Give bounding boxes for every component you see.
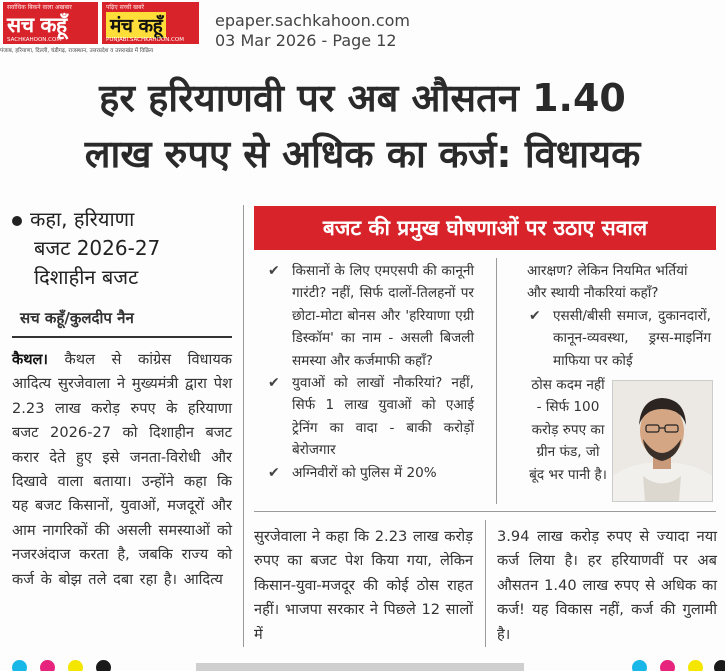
article-column-2: सुरजेवाला ने कहा कि 2.23 लाख करोड़ रुपए का बजट पेश किया गया, लेकिन किसान-युवा-मजदूर की कोई ठोस राहत नहीं। भाजपा सरकार ने पिछले 12 सालों में <box>254 528 473 643</box>
registration-mark-magenta <box>660 660 675 671</box>
headline-line-1: हर हरियाणवी पर अब औसतन 1.40 <box>99 76 626 120</box>
registration-mark-black <box>96 660 111 671</box>
bullet-icon <box>12 216 22 226</box>
registration-mark-cyan <box>12 660 27 671</box>
box-item <box>266 462 474 484</box>
logo1-tagline: सर्वाधिक बिकने वाला अखबार <box>7 4 72 11</box>
check-icon: ✔ <box>268 263 280 279</box>
dateline: कैथल। <box>12 351 48 368</box>
logo1-website: SACHKAHOON.COM <box>7 37 62 43</box>
registration-mark-yellow <box>68 660 83 671</box>
byline-rule <box>12 336 232 338</box>
manch-kahoon-logo[interactable] <box>102 2 199 44</box>
box-item-text: किसानों के लिए एमएसपी की कानूनी गारंटी? नहीं, सिर्फ दालों-तिलहनों पर छोटा-मोटा बोनस और 'हरियाणा एग्री डिस्कॉम' का नाम - असली बिजली समस्या और कर्जमाफी कहाँ? <box>292 263 474 369</box>
article-column-3: 3.94 लाख करोड़ रुपए से ज्यादा नया कर्ज लिया है। हर हरियाणवीं पर अब औसतन 1.40 लाख रुपए से अधिक का कर्ज! यह विकास नहीं, कर्ज की गुलामी है। <box>497 528 717 643</box>
byline: सच कहूँ/कुलदीप नैन <box>20 309 134 327</box>
portrait-illustration <box>613 381 712 501</box>
box-item-text: एससी/बीसी समाज, दुकानदारों, कानून-व्यवस्था, ड्रग्स-माइनिंग माफिया पर कोई <box>553 307 711 369</box>
column-divider <box>243 205 244 647</box>
box-column-1 <box>266 260 474 484</box>
editions-strip: पंजाब, हरियाणा, दिल्ली, चंडीगढ़, राजस्थान, उत्तरप्रदेश व उत्तराखंड में विक्रिय <box>0 48 154 54</box>
check-icon: ✔ <box>529 307 541 324</box>
headline <box>6 70 719 182</box>
print-color-bar <box>196 663 524 671</box>
masthead-logos <box>0 0 202 58</box>
subhead-line <box>12 205 222 234</box>
site-url[interactable]: epaper.sachkahoon.com <box>215 11 410 30</box>
sach-kahoon-logo[interactable] <box>3 2 98 44</box>
box-item <box>527 305 711 372</box>
logo1-name: सच कहूँ <box>7 13 67 37</box>
article-col1-text: कैथल से कांग्रेस विधायक आदित्य सुरजेवाला ने मुख्यमंत्री द्वारा पेश 2.23 लाख करोड़ रुपए के हरियाणा बजट 2026-27 को दिशाहीन बजट करार देते हुए इसे जनता-विरोधी और दिखावे वाला बताया। उन्होंने कहा कि यह बजट किसानों, युवाओं, मजदूरों और आम नागरिकों की असली समस्याओं को नजरअंदाज करता है, जबकि राज्य को कर्ज के बोझ तले दबा रहा है। आदित्य <box>12 351 232 588</box>
box-title: बजट की प्रमुख घोषणाओं पर उठाए सवाल <box>254 206 716 250</box>
box-column-2 <box>527 260 711 372</box>
box-item <box>266 260 474 372</box>
box-item <box>266 372 474 462</box>
column-divider <box>485 520 486 647</box>
headline-line-2: लाख रुपए से अधिक का कर्ज: विधायक <box>84 132 641 176</box>
subhead-line: दिशाहीन बजट <box>34 265 139 289</box>
subhead-line: बजट 2026-27 <box>34 236 161 260</box>
registration-mark-black <box>714 660 725 671</box>
mla-portrait-photo <box>612 380 713 502</box>
subhead-text: कहा, हरियाणा <box>30 207 135 231</box>
logo2-name: मंच कहूँ <box>106 12 166 38</box>
registration-mark-magenta <box>40 660 55 671</box>
date-page: 03 Mar 2026 - Page 12 <box>215 31 397 50</box>
box-item-wrap-text: ठोस कदम नहीं - सिर्फ 100 करोड़ रुपए का ग्रीन फंड, जो बूंद भर पानी है। <box>529 377 607 483</box>
check-icon: ✔ <box>268 464 280 481</box>
subhead-bullets <box>12 205 222 292</box>
check-icon: ✔ <box>268 375 280 392</box>
article-column-1 <box>12 348 232 592</box>
site-info <box>215 11 410 51</box>
registration-mark-cyan <box>632 660 647 671</box>
box-column-divider <box>496 258 497 504</box>
box-item-text: अग्निवीरों को पुलिस में 20% <box>292 464 437 481</box>
box-item-text: युवाओं को लाखों नौकरियां? नहीं, सिर्फ 1 लाख युवाओं को एआई ट्रेनिंग का वादा - बाकी करोड़ों बेरोजगार <box>292 375 474 459</box>
box-bottom-rule <box>254 511 716 512</box>
logo2-website: PUNJABI.SACHKAHOON.COM <box>106 37 184 43</box>
registration-mark-yellow <box>688 660 703 671</box>
logo2-tagline: पढ़िए सच्ची खबरें <box>106 4 144 11</box>
box-continued-text: आरक्षण? लेकिन नियमित भर्तियां और स्थायी नौकरियां कहाँ? <box>527 263 688 302</box>
